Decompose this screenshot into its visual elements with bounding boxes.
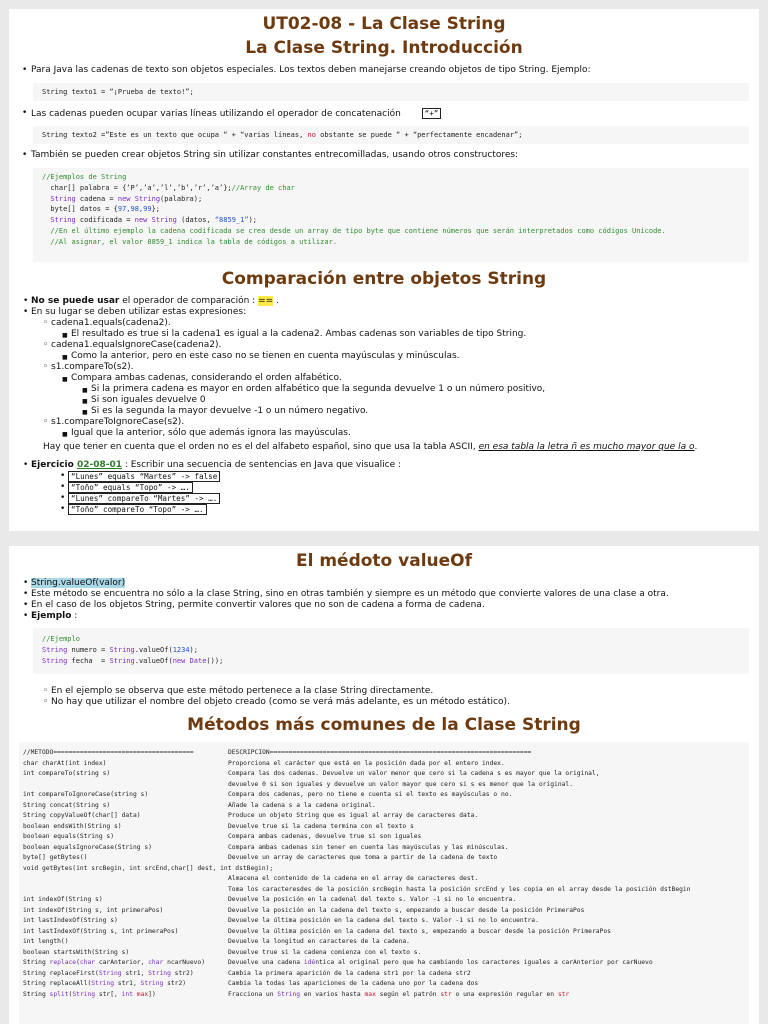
method-description: Devuelve la última posición en la cadena del texto s, empezando a buscar desde la posición PrimeraPos (228, 927, 611, 935)
method-row (19, 885, 749, 896)
section-string-intro (9, 9, 759, 531)
method-row-replaceall: String replaceAll(String str1, String str2) Cambia la todas las apariciones de la cadena uno por la cadena dos (23, 980, 479, 987)
method-signature: char charAt(int index) (23, 759, 107, 767)
section-title-comparison: Comparación entre objetos String (221, 269, 547, 289)
method-row (19, 748, 749, 759)
method-row (19, 769, 749, 780)
method-row (19, 874, 749, 885)
method-row (19, 801, 749, 812)
exercise-link[interactable]: 02-08-01 (76, 460, 122, 470)
valueof-note-2: ◦ No hay que utilizar el nombre del objeto creado (como se verá más adelante, es un método estático). (51, 697, 510, 708)
page-title: UT02-08 - La Clase String (262, 14, 506, 34)
method-signature: boolean startsWith(String s) (23, 948, 130, 956)
compareto-negative: ■ Si es la segunda la mayor devuelve -1 o un número negativo. (91, 406, 368, 417)
method-signature: int lastIndexOf(String s, int primeraPos) (23, 927, 179, 935)
valueof-example-label: • Ejemplo : (31, 611, 77, 622)
method-signature: String concat(String s) (23, 801, 111, 809)
method-row (19, 895, 749, 906)
method-row (19, 822, 749, 833)
method-compareto-desc: ■ Compara ambas cadenas, considerando el orden alfabético. (71, 373, 342, 384)
method-description: Compara dos cadenas, pero no tiene e cuenta si el texto es mayúsculas o no. (228, 791, 513, 798)
bullet-intro-3: • También se pueden crear objetos String sin utilizar constantes entrecomilladas, usando otros constructores: (23, 150, 518, 161)
method-row (19, 832, 749, 843)
method-row-split: String split(String str[, int max]) Fracciona un String en varios hasta max según el patrón str o una expresión regular en str (23, 990, 570, 998)
method-description: Devuelve un array de caracteres que toma a partir de la cadena de texto (228, 854, 498, 861)
method-description: Toma los caracteresdes de la posición srcBegin hasta la posición srcEnd y les copia en el array desde la posición dstBegin (228, 885, 691, 893)
concat-operator: “+” (422, 108, 442, 119)
compareto-positive: ■ Si la primera cadena es mayor en orden alfabético que la segunda devuelve 1 o un número positivo, (91, 384, 545, 395)
method-row (19, 948, 749, 959)
section-valueof (9, 546, 759, 1024)
method-description: Devuelve true si la cadena comienza con el texto s. (228, 948, 422, 956)
compareto-zero: ■ Si son iguales devuelve 0 (91, 395, 206, 406)
valueof-desc-2: • En el caso de los objetos String, permite convertir valores que no son de cadena a forma de cadena. (31, 600, 485, 611)
method-signature: int lastIndexOf(String s) (23, 917, 118, 924)
method-signature: int indexOf(String s) (23, 896, 103, 903)
method-signature: String copyValueOf(char[] data) (23, 812, 141, 819)
method-equalsignorecase-desc: ■ Como la anterior, pero en este caso no se tienen en cuenta mayúsculas y minúsculas. (71, 351, 460, 362)
method-signature: void getBytes(int srcBegin, int srcEnd,char[] dest, int dstBegin); (23, 864, 274, 872)
exercise-line-2: • “Toño” equals “Topo” -> …. (68, 482, 193, 494)
method-row (19, 811, 749, 822)
valueof-desc-1: • Este método se encuentra no sólo a la clase String, sino en otras también y siempre es un método que convierte valores de una clase a otra. (31, 589, 669, 600)
method-row (19, 843, 749, 854)
exercise-line-4: • “Toño” compareTo “Topo” -> …. (68, 504, 207, 516)
method-equals: ◦ cadena1.equals(cadena2). (51, 318, 171, 329)
equality-operator: == (258, 296, 274, 306)
comparison-item-1: • No se puede usar el operador de comparación : == . (31, 296, 279, 307)
method-signature: boolean equalsIgnoreCase(String s) (23, 843, 152, 851)
ascii-note: Hay que tener en cuenta que el orden no es el del alfabeto español, sino que usa la tabla ASCII, en esa tabla la letra ñ es mucho mayor que la o. (43, 442, 698, 452)
method-description: Almacena el contenido de la cadena en el array de caracteres dest. (228, 875, 479, 882)
method-row (19, 780, 749, 791)
method-signature: int compareTo(string s) (23, 770, 111, 777)
method-row (19, 759, 749, 770)
exercise-title: • Ejercicio 02-08-01 : Escribir una secuencia de sentencias en Java que visualice : (31, 460, 401, 471)
code-block-texto1: String texto1 = “¡Prueba de texto!”; (33, 83, 749, 101)
method-description: Compara ambas cadenas, devuelve true si son iguales (228, 833, 422, 840)
method-signature: byte[] getBytes() (23, 854, 88, 861)
method-description: Produce un objeto String que es igual al array de caracteres data. (228, 812, 479, 819)
method-row (19, 937, 749, 948)
method-signature: int length() (23, 938, 69, 945)
method-row (19, 864, 749, 875)
method-description: Devuelve la última posición en la cadena del texto s. Valor -1 si no lo encuentra. (228, 917, 539, 924)
method-row (19, 916, 749, 927)
method-row (19, 906, 749, 917)
comparison-item-2: • En su lugar se deben utilizar estas expresiones: (31, 307, 246, 318)
method-description: Compara las dos cadenas. Devuelve un valor menor que cero si la cadena s es mayor que la original, (228, 770, 600, 777)
bullet-intro-1: • Para Java las cadenas de texto son objetos especiales. Los textos deben manejarse creando objetos de tipo String. Ejemplo: (23, 65, 591, 76)
method-description: Devuelve la posición en la cadena del texto s, empezando a buscar desde la posición PrimeraPos (228, 906, 585, 914)
section-title-intro: La Clase String. Introducción (245, 38, 523, 58)
method-row (19, 790, 749, 801)
method-signature: int indexOf(String s, int primeraPos) (23, 906, 164, 914)
method-description: Devuelve la posición en la cadenal del texto s. Valor -1 si no lo encuentra. (228, 896, 517, 903)
method-signature: boolean endsWith(String s) (23, 822, 122, 830)
method-description: Devuelve la longitud en caracteres de la cadena. (228, 938, 410, 945)
method-signature: //METODO===================================== (23, 749, 194, 756)
method-row (19, 927, 749, 938)
exercise-line-3: • “Lunes” compareTo “Martes” -> …. (68, 493, 220, 505)
exercise-line-1: • “Lunes” equals “Martes” -> false (68, 471, 220, 483)
method-description: Añade la cadena s a la cadena original. (228, 801, 376, 809)
method-description: Proporciona el carácter que está en la posición dada por el entero index. (228, 759, 505, 767)
section-title-valueof: El médoto valueOf (295, 551, 473, 571)
method-comparetoignorecase-desc: ■ Igual que la anterior, sólo que además ignora las mayúsculas. (71, 428, 351, 439)
method-signature: int compareToIgnoreCase(string s) (23, 791, 149, 798)
method-description: Compara ambas cadenas sin tener en cuenta las mayúsculas y las minúsculas. (228, 843, 509, 851)
method-signature: boolean equals(String s) (23, 833, 114, 840)
bullet-intro-2: • Las cadenas pueden ocupar varias líneas utilizando el operador de concatenación “+” (23, 108, 441, 120)
valueof-note-1: ◦ En el ejemplo se observa que este método pertenece a la clase String directamente. (51, 686, 433, 697)
code-block-texto2: String texto2 =”Este es un texto que ocupa “ + “varias líneas, no obstante se puede “ + “perfectamente encadenar”; (33, 126, 749, 144)
method-compareto: ◦ s1.compareTo(s2). (51, 362, 134, 373)
section-title-methods: Métodos más comunes de la Clase String (187, 715, 581, 735)
method-row (19, 853, 749, 864)
code-block-constructors: //Ejemplos de String char[] palabra = {‘P’,’a’,’l’,’b’,’r’,’a’};//Array de char String cadena = new String(palabra); byte[] datos = {97,98,99}; String codificada = new String (datos, “8859_1”); //En el último ejemplo la cadena codificada se crea desde un array de tipo byte que contiene números que serán interpretados como códigos Unicode. //Al asignar, el valor 8859_1 indica la tabla de códigos a utilizar. (33, 168, 749, 262)
valueof-signature: • String.valueOf(valor) (31, 578, 125, 589)
method-description: devuelve 0 si son iguales y devuelve un valor mayor que cero si s es menor que la original. (228, 780, 573, 788)
methods-table (19, 742, 749, 1024)
method-description: DESCRIPCION===================================================================== (228, 749, 532, 756)
method-description: Devuelve true si la cadena termina con el texto s (228, 822, 414, 830)
method-row-replacefirst: String replaceFirst(String str1, String str2) Cambia la primera aparición de la cadena str1 por la cadena str2 (23, 969, 471, 977)
method-equals-desc: ■ El resultado es true si la cadena1 es igual a la cadena2. Ambas cadenas son variables de tipo String. (71, 329, 526, 340)
method-comparetoignorecase: ◦ s1.compareToIgnoreCase(s2). (51, 417, 184, 428)
method-row-replace: String replace(char carAnterior, char ncarNuevo) Devuelve una cadena idéntica al original pero que ha cambiando los caracteres iguales a carAnterior por carNuevo (23, 959, 653, 966)
code-block-valueof: //Ejemplo String numero = String.valueOf(1234); String fecha = String.valueOf(new Date()); (33, 628, 749, 674)
method-equalsignorecase: ◦ cadena1.equalsIgnoreCase(cadena2). (51, 340, 221, 351)
